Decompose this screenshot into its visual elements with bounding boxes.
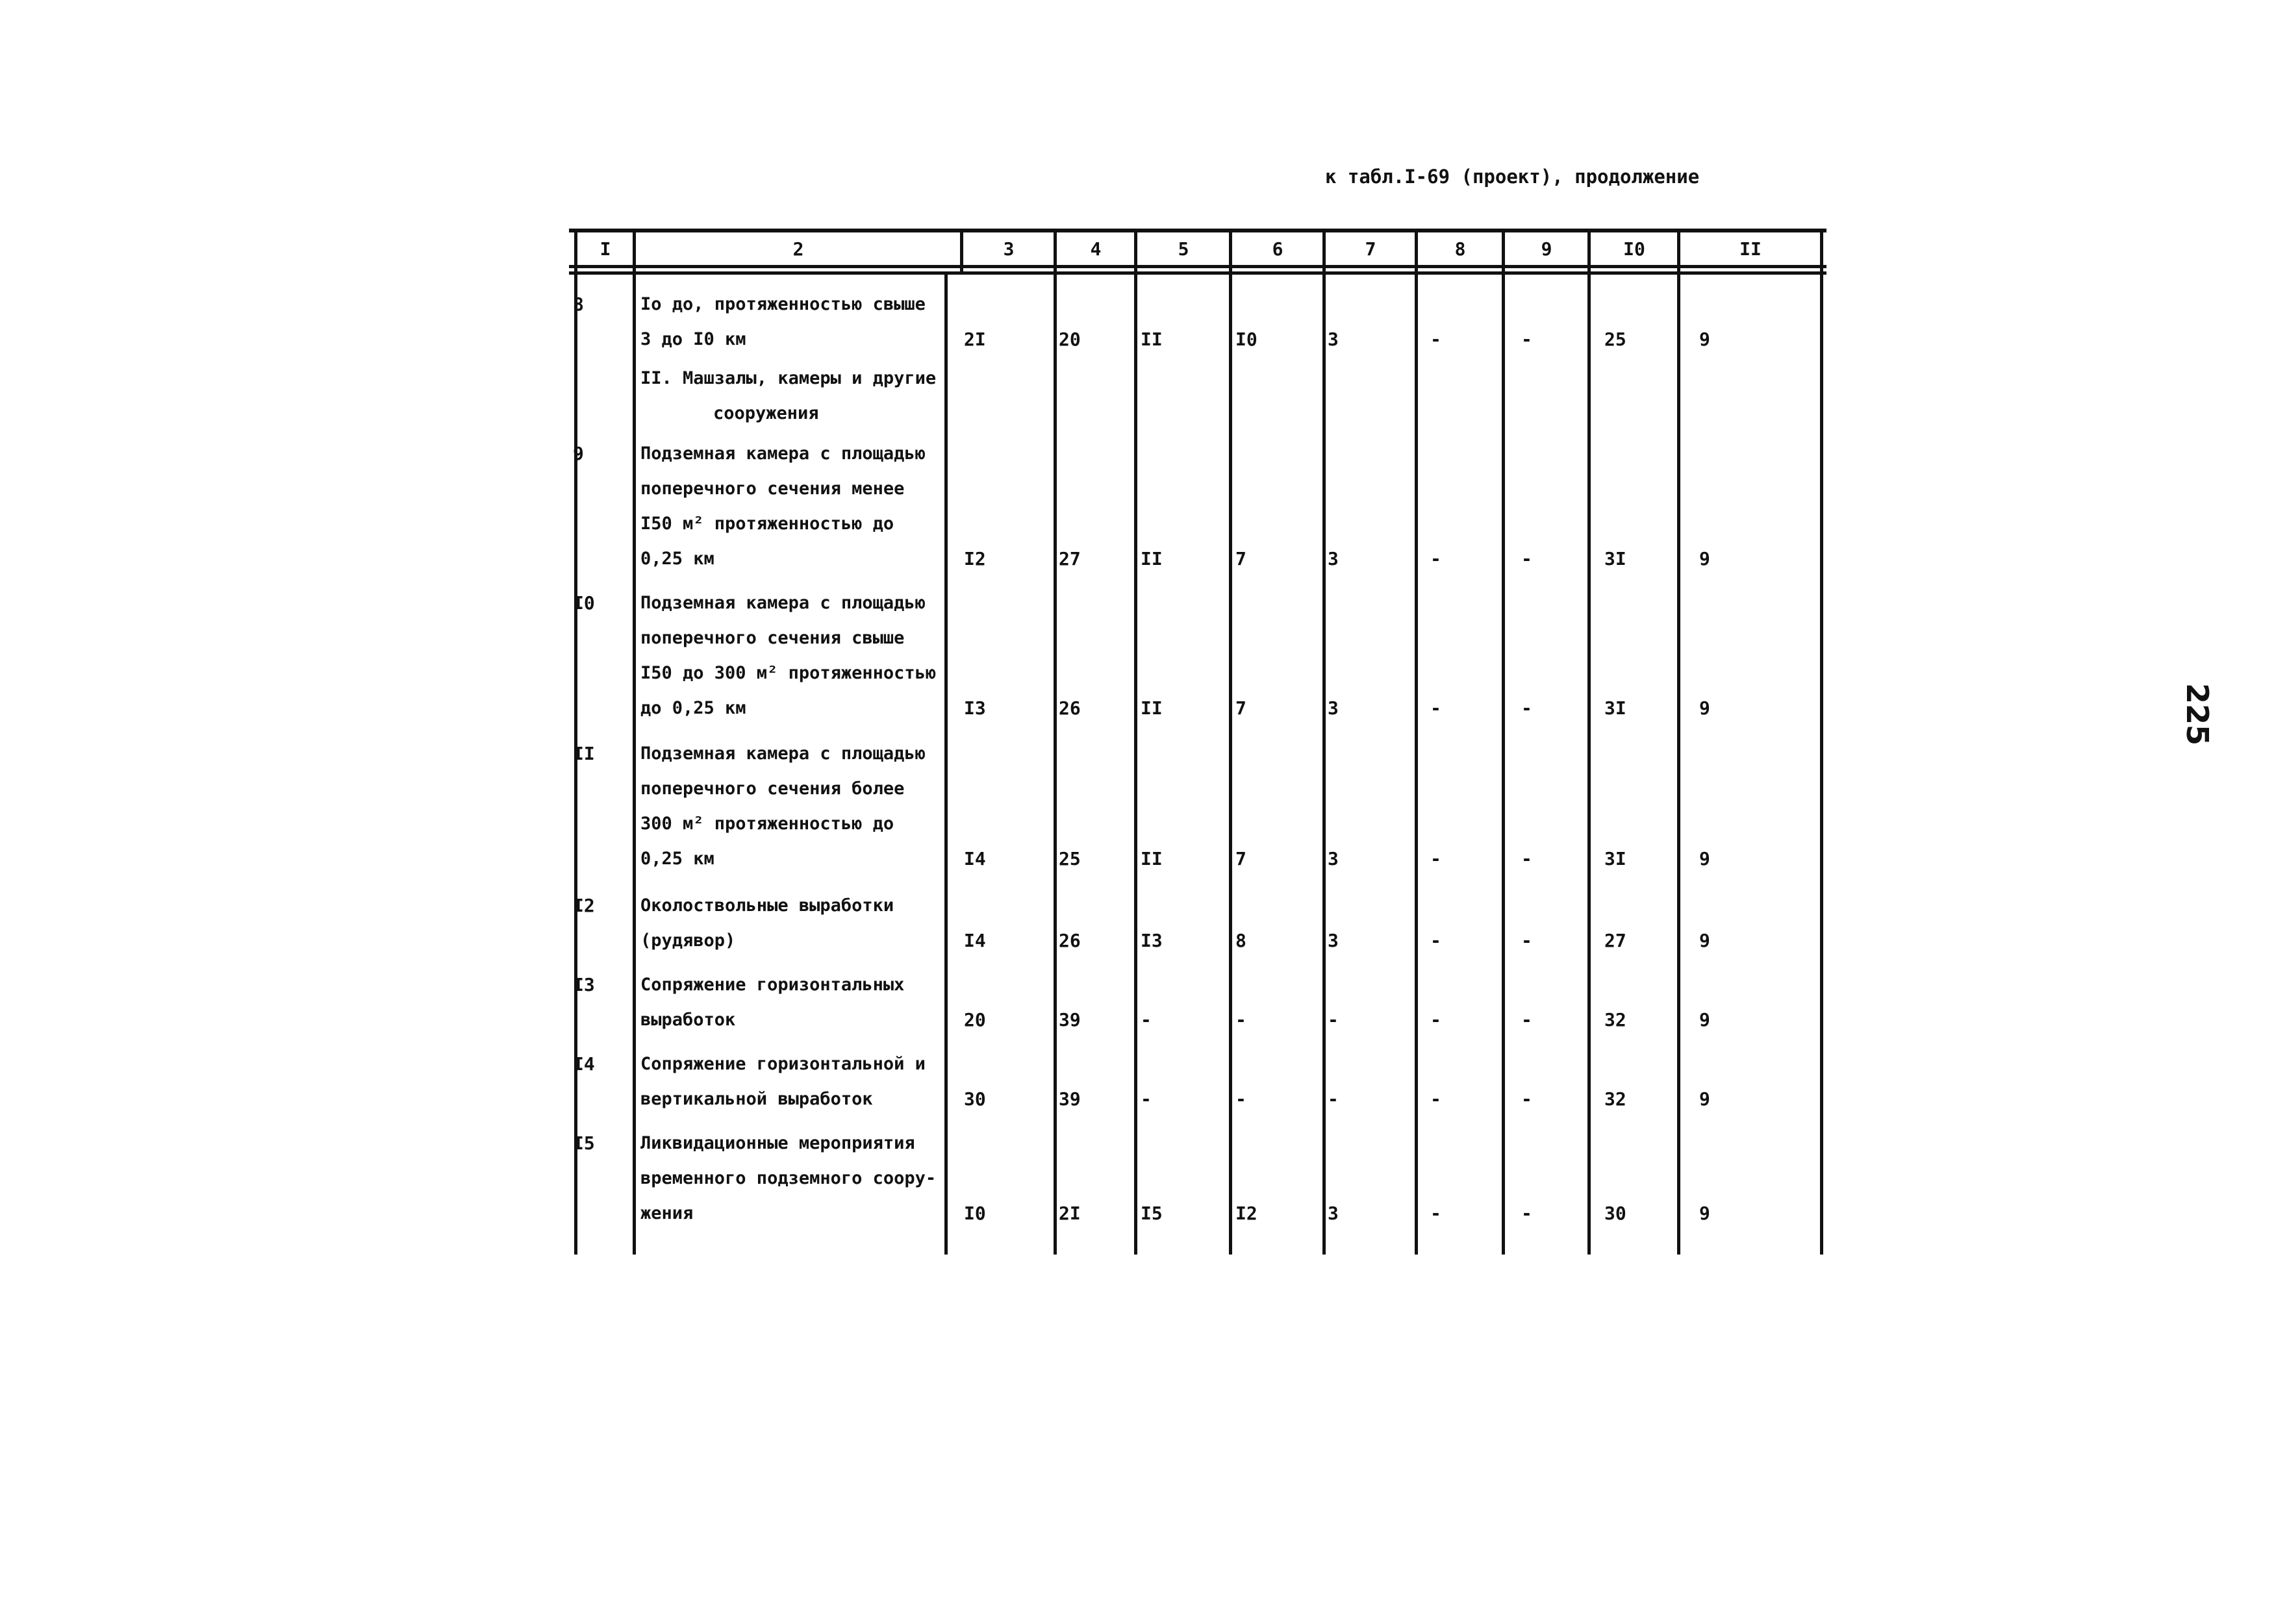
value-cell: - <box>1521 848 1532 869</box>
row-number: 9 <box>573 443 584 464</box>
value-cell: 9 <box>1699 1009 1710 1031</box>
value-cell: 20 <box>964 1009 986 1031</box>
value-cell: - <box>1430 848 1441 869</box>
value-cell: - <box>1430 930 1441 951</box>
value-cell: 3I <box>1604 548 1626 569</box>
value-cell: 39 <box>1059 1009 1081 1031</box>
value-cell: I2 <box>1235 1203 1257 1224</box>
value-cell: 3 <box>1328 1203 1339 1224</box>
value-cell: - <box>1141 1009 1152 1031</box>
value-cell: - <box>1430 1203 1441 1224</box>
value-cell: - <box>1430 697 1441 719</box>
value-cell: 2I <box>1059 1203 1081 1224</box>
row-number: I3 <box>573 974 595 995</box>
value-cell: 3 <box>1328 930 1339 951</box>
row-number: I0 <box>573 592 595 614</box>
value-cell: 25 <box>1604 329 1626 350</box>
value-cell: 9 <box>1699 1203 1710 1224</box>
value-cell: 27 <box>1604 930 1626 951</box>
data-table <box>569 229 1826 1255</box>
row-description: Подземная камера с площадью поперечного сечения более 300 м² протяженностью до 0,25 км <box>640 743 926 869</box>
value-cell: I4 <box>964 930 986 951</box>
value-cell: 27 <box>1059 548 1081 569</box>
value-cell: - <box>1521 697 1532 719</box>
row-description: Сопряжение горизонтальных выработок <box>640 975 905 1030</box>
value-cell: 3I <box>1604 848 1626 869</box>
value-cell: 3 <box>1328 548 1339 569</box>
table-caption: к табл.I-69 (проект), продолжение <box>1325 166 1700 188</box>
column-rule <box>1134 229 1137 1255</box>
value-cell: - <box>1430 1009 1441 1031</box>
page-number: 225 <box>2180 682 2215 746</box>
row-description: Околоствольные выработки (рудявор) <box>640 895 894 951</box>
value-cell: 26 <box>1059 930 1081 951</box>
row-number: I5 <box>573 1132 595 1154</box>
value-cell: 3 <box>1328 848 1339 869</box>
column-rule <box>1820 229 1823 1255</box>
column-rule <box>1322 229 1326 1255</box>
value-cell: 8 <box>1235 930 1246 951</box>
row-description: Подземная камера с площадью поперечного сечения менее I50 м² протяженностью до 0,25 км <box>640 443 926 569</box>
value-cell: - <box>1430 329 1441 350</box>
column-rule <box>1677 229 1680 1255</box>
header-cell: I0 <box>1623 238 1645 260</box>
header-cell: I <box>600 238 611 260</box>
value-cell: I3 <box>964 697 986 719</box>
value-cell: 3 <box>1328 697 1339 719</box>
value-cell: 9 <box>1699 697 1710 719</box>
value-cell: I0 <box>964 1203 986 1224</box>
value-cell: 2I <box>964 329 986 350</box>
header-cell: 7 <box>1365 238 1376 260</box>
value-cell: I4 <box>964 848 986 869</box>
header-cell: 9 <box>1541 238 1552 260</box>
row-description: Io до, протяженностью свыше 3 до I0 км <box>640 294 926 349</box>
column-rule <box>1229 229 1232 1255</box>
value-cell: 9 <box>1699 930 1710 951</box>
value-cell: II <box>1141 848 1163 869</box>
value-cell: 25 <box>1059 848 1081 869</box>
value-cell: 7 <box>1235 848 1246 869</box>
header-cell: 4 <box>1090 238 1102 260</box>
value-cell: 3I <box>1604 697 1626 719</box>
value-cell: II <box>1141 697 1163 719</box>
value-cell: 3 <box>1328 329 1339 350</box>
value-cell: 20 <box>1059 329 1081 350</box>
value-cell: 9 <box>1699 329 1710 350</box>
value-cell: - <box>1328 1009 1339 1031</box>
column-rule <box>1415 229 1418 1255</box>
header-double-rule <box>569 271 1826 275</box>
value-cell: 39 <box>1059 1088 1081 1110</box>
column-rule <box>1054 229 1057 1255</box>
row-description: Ликвидационные мероприятия временного подземного соору- жения <box>640 1133 937 1223</box>
value-cell: - <box>1235 1088 1246 1110</box>
value-cell: I3 <box>1141 930 1163 951</box>
header-cell: II <box>1739 238 1762 260</box>
row-number: 8 <box>573 294 584 315</box>
header-cell: 8 <box>1454 238 1466 260</box>
value-cell: 7 <box>1235 548 1246 569</box>
value-cell: - <box>1141 1088 1152 1110</box>
row-number: II <box>573 743 595 764</box>
value-cell: 7 <box>1235 697 1246 719</box>
row-description: Подземная камера с площадью поперечного сечения свыше I50 до 300 м² протяженностью до 0,25 км <box>640 593 937 718</box>
column-rule <box>960 229 963 274</box>
table-top-rule <box>569 229 1826 232</box>
value-cell: - <box>1521 329 1532 350</box>
header-cell: 6 <box>1272 238 1283 260</box>
section-heading: II. Машзалы, камеры и другие сооружения <box>640 368 937 423</box>
row-description: Сопряжение горизонтальной и вертикальной выработок <box>640 1054 926 1109</box>
value-cell: - <box>1430 1088 1441 1110</box>
header-cell: 5 <box>1178 238 1189 260</box>
header-cell: 3 <box>1003 238 1015 260</box>
row-number: I2 <box>573 895 595 916</box>
value-cell: - <box>1521 1203 1532 1224</box>
value-cell: - <box>1521 1009 1532 1031</box>
value-cell: II <box>1141 329 1163 350</box>
value-cell: I2 <box>964 548 986 569</box>
value-cell: 32 <box>1604 1088 1626 1110</box>
value-cell: - <box>1430 548 1441 569</box>
value-cell: 26 <box>1059 697 1081 719</box>
value-cell: 9 <box>1699 548 1710 569</box>
value-cell: 30 <box>1604 1203 1626 1224</box>
value-cell: II <box>1141 548 1163 569</box>
value-cell: - <box>1521 1088 1532 1110</box>
value-cell: - <box>1328 1088 1339 1110</box>
value-cell: 9 <box>1699 848 1710 869</box>
value-cell: 32 <box>1604 1009 1626 1031</box>
value-cell: 30 <box>964 1088 986 1110</box>
value-cell: - <box>1521 930 1532 951</box>
value-cell: I5 <box>1141 1203 1163 1224</box>
column-rule <box>1587 229 1591 1255</box>
value-cell: - <box>1521 548 1532 569</box>
row-number: I4 <box>573 1053 595 1075</box>
column-rule <box>1502 229 1505 1255</box>
value-cell: I0 <box>1235 329 1257 350</box>
value-cell: 9 <box>1699 1088 1710 1110</box>
header-bottom-rule <box>569 265 1826 268</box>
header-cell: 2 <box>792 238 804 260</box>
column-rule <box>633 229 636 1255</box>
value-cell: - <box>1235 1009 1246 1031</box>
